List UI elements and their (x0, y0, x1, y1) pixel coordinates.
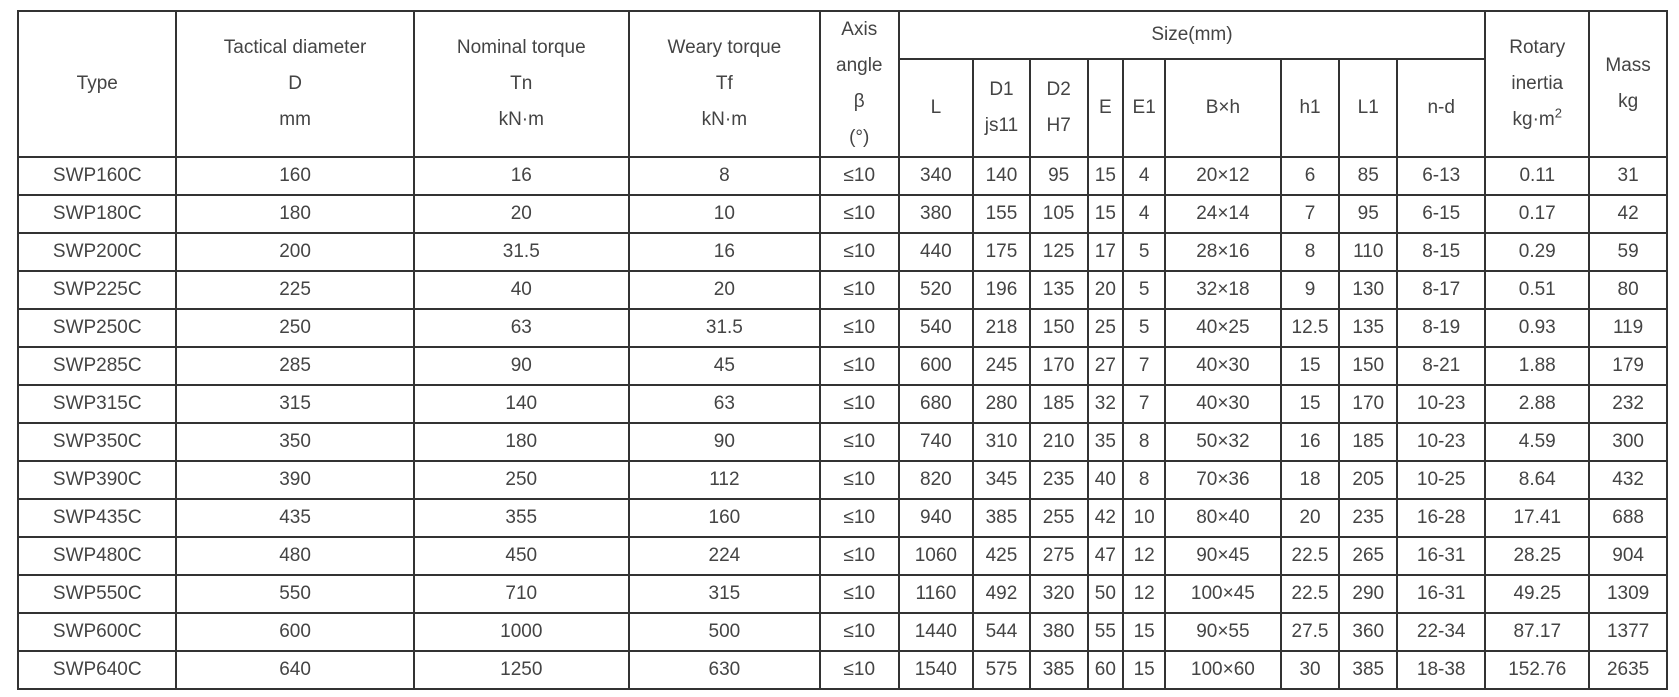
cell-L1: 385 (1339, 651, 1397, 689)
cell-Bxh: 24×14 (1165, 195, 1280, 233)
cell-Bxh: 28×16 (1165, 233, 1280, 271)
cell-Bxh: 100×45 (1165, 575, 1280, 613)
header-weary-line3: kN·m (701, 109, 748, 130)
header-type-label: Type (76, 73, 118, 94)
cell-nd: 6-15 (1397, 195, 1485, 233)
header-L-label: L (930, 97, 942, 118)
header-axis-line1: Axis (841, 19, 878, 40)
header-D1-line2: js11 (984, 115, 1019, 136)
header-D1-line1: D1 (989, 79, 1014, 100)
header-Bxh-label: B×h (1205, 97, 1241, 118)
header-Bxh (1165, 59, 1280, 157)
header-D2-line2: H7 (1046, 115, 1071, 136)
cell-diameter: 390 (176, 461, 413, 499)
cell-L: 1540 (899, 651, 974, 689)
cell-axis-angle: ≤10 (820, 423, 899, 461)
cell-nd: 16-28 (1397, 499, 1485, 537)
cell-mass: 1309 (1589, 575, 1667, 613)
cell-h1: 22.5 (1281, 537, 1340, 575)
cell-diameter: 480 (176, 537, 413, 575)
cell-diameter: 600 (176, 613, 413, 651)
cell-nd: 8-15 (1397, 233, 1485, 271)
cell-weary-torque: 8 (629, 157, 820, 195)
table-row (18, 651, 1667, 689)
cell-L1: 185 (1339, 423, 1397, 461)
header-D2 (1030, 59, 1088, 157)
cell-axis-angle: ≤10 (820, 309, 899, 347)
cell-type: SWP435C (18, 499, 176, 537)
cell-nominal-torque: 90 (414, 347, 629, 385)
cell-Bxh: 90×45 (1165, 537, 1280, 575)
cell-D1: 425 (973, 537, 1030, 575)
cell-L1: 110 (1339, 233, 1397, 271)
table-body (18, 157, 1667, 689)
cell-E1: 15 (1123, 613, 1165, 651)
header-mass (1589, 11, 1667, 157)
cell-E: 32 (1088, 385, 1124, 423)
cell-h1: 16 (1281, 423, 1340, 461)
header-type (18, 11, 176, 157)
cell-nominal-torque: 1250 (414, 651, 629, 689)
cell-E1: 7 (1123, 347, 1165, 385)
cell-D1: 245 (973, 347, 1030, 385)
cell-D2: 170 (1030, 347, 1088, 385)
cell-axis-angle: ≤10 (820, 613, 899, 651)
cell-weary-torque: 31.5 (629, 309, 820, 347)
cell-type: SWP550C (18, 575, 176, 613)
cell-nominal-torque: 1000 (414, 613, 629, 651)
cell-nominal-torque: 20 (414, 195, 629, 233)
cell-D2: 185 (1030, 385, 1088, 423)
cell-nominal-torque: 31.5 (414, 233, 629, 271)
cell-type: SWP160C (18, 157, 176, 195)
cell-nd: 22-34 (1397, 613, 1485, 651)
cell-D2: 235 (1030, 461, 1088, 499)
cell-L: 1440 (899, 613, 974, 651)
cell-type: SWP315C (18, 385, 176, 423)
cell-L: 820 (899, 461, 974, 499)
cell-D2: 385 (1030, 651, 1088, 689)
cell-D2: 275 (1030, 537, 1088, 575)
table-row (18, 537, 1667, 575)
cell-diameter: 315 (176, 385, 413, 423)
cell-rotary-inertia: 0.51 (1485, 271, 1589, 309)
cell-L1: 265 (1339, 537, 1397, 575)
header-rotary-line2: inertia (1511, 73, 1564, 94)
cell-nd: 10-23 (1397, 423, 1485, 461)
header-D2-line1: D2 (1046, 79, 1071, 100)
cell-mass: 31 (1589, 157, 1667, 195)
header-tactical-diameter (176, 11, 413, 157)
cell-D2: 125 (1030, 233, 1088, 271)
cell-rotary-inertia: 8.64 (1485, 461, 1589, 499)
cell-weary-torque: 112 (629, 461, 820, 499)
cell-E1: 4 (1123, 195, 1165, 233)
cell-nd: 8-17 (1397, 271, 1485, 309)
cell-weary-torque: 224 (629, 537, 820, 575)
cell-E1: 7 (1123, 385, 1165, 423)
header-nominal-line1: Nominal torque (456, 37, 586, 58)
cell-D2: 135 (1030, 271, 1088, 309)
cell-type: SWP640C (18, 651, 176, 689)
header-rotary-unit: kg·m (1512, 109, 1555, 130)
header-E-label: E (1099, 97, 1112, 118)
cell-type: SWP225C (18, 271, 176, 309)
cell-E: 27 (1088, 347, 1124, 385)
table-row (18, 461, 1667, 499)
cell-diameter: 550 (176, 575, 413, 613)
header-tactical-line1: Tactical diameter (223, 37, 367, 58)
cell-axis-angle: ≤10 (820, 347, 899, 385)
cell-E1: 8 (1123, 461, 1165, 499)
header-weary-line1: Weary torque (667, 37, 782, 58)
cell-E: 42 (1088, 499, 1124, 537)
spec-table-container (17, 10, 1668, 690)
cell-nominal-torque: 16 (414, 157, 629, 195)
cell-diameter: 250 (176, 309, 413, 347)
cell-diameter: 435 (176, 499, 413, 537)
cell-D1: 492 (973, 575, 1030, 613)
cell-rotary-inertia: 0.29 (1485, 233, 1589, 271)
cell-L1: 170 (1339, 385, 1397, 423)
cell-D1: 196 (973, 271, 1030, 309)
cell-h1: 15 (1281, 347, 1340, 385)
cell-Bxh: 70×36 (1165, 461, 1280, 499)
cell-rotary-inertia: 1.88 (1485, 347, 1589, 385)
cell-rotary-inertia: 0.11 (1485, 157, 1589, 195)
cell-h1: 27.5 (1281, 613, 1340, 651)
table-row (18, 347, 1667, 385)
cell-nd: 6-13 (1397, 157, 1485, 195)
cell-mass: 300 (1589, 423, 1667, 461)
cell-rotary-inertia: 4.59 (1485, 423, 1589, 461)
cell-Bxh: 90×55 (1165, 613, 1280, 651)
cell-Bxh: 20×12 (1165, 157, 1280, 195)
cell-L: 680 (899, 385, 974, 423)
cell-nominal-torque: 250 (414, 461, 629, 499)
cell-rotary-inertia: 0.17 (1485, 195, 1589, 233)
cell-weary-torque: 16 (629, 233, 820, 271)
header-E (1088, 59, 1124, 157)
cell-D2: 95 (1030, 157, 1088, 195)
cell-D2: 150 (1030, 309, 1088, 347)
header-L1 (1339, 59, 1397, 157)
cell-axis-angle: ≤10 (820, 195, 899, 233)
cell-E1: 12 (1123, 575, 1165, 613)
cell-rotary-inertia: 17.41 (1485, 499, 1589, 537)
cell-L1: 85 (1339, 157, 1397, 195)
cell-axis-angle: ≤10 (820, 575, 899, 613)
cell-nominal-torque: 355 (414, 499, 629, 537)
cell-D2: 320 (1030, 575, 1088, 613)
table-row (18, 575, 1667, 613)
cell-rotary-inertia: 152.76 (1485, 651, 1589, 689)
table-row (18, 499, 1667, 537)
cell-axis-angle: ≤10 (820, 461, 899, 499)
cell-E1: 15 (1123, 651, 1165, 689)
cell-nd: 10-25 (1397, 461, 1485, 499)
table-row (18, 613, 1667, 651)
cell-D1: 544 (973, 613, 1030, 651)
cell-nd: 16-31 (1397, 575, 1485, 613)
cell-axis-angle: ≤10 (820, 271, 899, 309)
cell-h1: 12.5 (1281, 309, 1340, 347)
header-size-label: Size(mm) (1151, 24, 1233, 45)
header-nd-label: n-d (1427, 97, 1455, 118)
cell-E: 50 (1088, 575, 1124, 613)
spec-table (17, 10, 1668, 690)
cell-nominal-torque: 450 (414, 537, 629, 575)
cell-E1: 5 (1123, 233, 1165, 271)
header-E1 (1123, 59, 1165, 157)
cell-D1: 385 (973, 499, 1030, 537)
cell-Bxh: 40×25 (1165, 309, 1280, 347)
cell-mass: 688 (1589, 499, 1667, 537)
cell-diameter: 640 (176, 651, 413, 689)
header-weary-torque (629, 11, 820, 157)
cell-D2: 255 (1030, 499, 1088, 537)
cell-h1: 8 (1281, 233, 1340, 271)
cell-L: 540 (899, 309, 974, 347)
cell-axis-angle: ≤10 (820, 385, 899, 423)
cell-h1: 7 (1281, 195, 1340, 233)
cell-E: 35 (1088, 423, 1124, 461)
cell-L: 940 (899, 499, 974, 537)
cell-axis-angle: ≤10 (820, 499, 899, 537)
cell-axis-angle: ≤10 (820, 651, 899, 689)
cell-E: 40 (1088, 461, 1124, 499)
cell-rotary-inertia: 2.88 (1485, 385, 1589, 423)
cell-E1: 10 (1123, 499, 1165, 537)
cell-L1: 360 (1339, 613, 1397, 651)
cell-L: 440 (899, 233, 974, 271)
header-axis-line4: (°) (849, 127, 870, 148)
cell-h1: 22.5 (1281, 575, 1340, 613)
cell-D1: 310 (973, 423, 1030, 461)
header-L (899, 59, 974, 157)
cell-type: SWP390C (18, 461, 176, 499)
cell-type: SWP350C (18, 423, 176, 461)
cell-Bxh: 32×18 (1165, 271, 1280, 309)
cell-L: 1060 (899, 537, 974, 575)
cell-weary-torque: 160 (629, 499, 820, 537)
cell-L1: 150 (1339, 347, 1397, 385)
cell-L: 520 (899, 271, 974, 309)
cell-L1: 130 (1339, 271, 1397, 309)
cell-weary-torque: 315 (629, 575, 820, 613)
header-mass-line2: kg (1618, 91, 1639, 112)
cell-weary-torque: 20 (629, 271, 820, 309)
header-tactical-line2: D (288, 73, 302, 94)
header-h1 (1281, 59, 1340, 157)
cell-E: 15 (1088, 195, 1124, 233)
cell-mass: 2635 (1589, 651, 1667, 689)
cell-rotary-inertia: 28.25 (1485, 537, 1589, 575)
header-weary-line2: Tf (715, 73, 733, 94)
cell-axis-angle: ≤10 (820, 157, 899, 195)
cell-h1: 20 (1281, 499, 1340, 537)
cell-weary-torque: 90 (629, 423, 820, 461)
cell-D1: 575 (973, 651, 1030, 689)
cell-weary-torque: 630 (629, 651, 820, 689)
table-row (18, 271, 1667, 309)
cell-h1: 6 (1281, 157, 1340, 195)
cell-diameter: 285 (176, 347, 413, 385)
cell-nominal-torque: 63 (414, 309, 629, 347)
cell-Bxh: 40×30 (1165, 385, 1280, 423)
header-axis-angle (820, 11, 899, 157)
cell-mass: 59 (1589, 233, 1667, 271)
cell-axis-angle: ≤10 (820, 233, 899, 271)
cell-L1: 95 (1339, 195, 1397, 233)
table-row (18, 385, 1667, 423)
header-D1 (973, 59, 1030, 157)
header-mass-line1: Mass (1605, 55, 1651, 76)
cell-E: 47 (1088, 537, 1124, 575)
cell-nominal-torque: 40 (414, 271, 629, 309)
header-axis-line2: angle (836, 55, 883, 76)
cell-mass: 42 (1589, 195, 1667, 233)
cell-L: 600 (899, 347, 974, 385)
cell-Bxh: 80×40 (1165, 499, 1280, 537)
cell-h1: 9 (1281, 271, 1340, 309)
table-row (18, 423, 1667, 461)
cell-L1: 135 (1339, 309, 1397, 347)
cell-type: SWP250C (18, 309, 176, 347)
cell-nominal-torque: 710 (414, 575, 629, 613)
header-size-group (899, 11, 1486, 59)
cell-mass: 904 (1589, 537, 1667, 575)
cell-E: 20 (1088, 271, 1124, 309)
cell-D1: 155 (973, 195, 1030, 233)
cell-mass: 179 (1589, 347, 1667, 385)
cell-weary-torque: 63 (629, 385, 820, 423)
header-rotary-line1: Rotary (1509, 37, 1566, 58)
cell-D1: 175 (973, 233, 1030, 271)
table-row (18, 309, 1667, 347)
header-E1-label: E1 (1132, 97, 1156, 118)
header-nominal-torque (414, 11, 629, 157)
cell-mass: 232 (1589, 385, 1667, 423)
cell-type: SWP285C (18, 347, 176, 385)
cell-D2: 105 (1030, 195, 1088, 233)
table-row (18, 233, 1667, 271)
cell-mass: 80 (1589, 271, 1667, 309)
cell-type: SWP480C (18, 537, 176, 575)
cell-nd: 18-38 (1397, 651, 1485, 689)
cell-weary-torque: 500 (629, 613, 820, 651)
cell-type: SWP600C (18, 613, 176, 651)
cell-h1: 30 (1281, 651, 1340, 689)
header-L1-label: L1 (1357, 97, 1379, 118)
cell-nominal-torque: 140 (414, 385, 629, 423)
cell-diameter: 160 (176, 157, 413, 195)
cell-diameter: 225 (176, 271, 413, 309)
cell-L1: 290 (1339, 575, 1397, 613)
cell-nd: 8-21 (1397, 347, 1485, 385)
cell-E1: 4 (1123, 157, 1165, 195)
header-rotary-inertia (1485, 11, 1589, 157)
cell-nd: 8-19 (1397, 309, 1485, 347)
header-nominal-line2: Tn (510, 73, 533, 94)
cell-L: 380 (899, 195, 974, 233)
header-h1-label: h1 (1299, 97, 1321, 118)
cell-E: 60 (1088, 651, 1124, 689)
cell-mass: 432 (1589, 461, 1667, 499)
header-nominal-line3: kN·m (498, 109, 544, 130)
table-row (18, 195, 1667, 233)
cell-nd: 16-31 (1397, 537, 1485, 575)
cell-axis-angle: ≤10 (820, 537, 899, 575)
cell-weary-torque: 10 (629, 195, 820, 233)
header-rotary-exponent: 2 (1554, 105, 1562, 121)
cell-E: 25 (1088, 309, 1124, 347)
cell-E: 55 (1088, 613, 1124, 651)
table-row (18, 157, 1667, 195)
cell-L: 340 (899, 157, 974, 195)
cell-D1: 345 (973, 461, 1030, 499)
cell-L1: 205 (1339, 461, 1397, 499)
cell-diameter: 180 (176, 195, 413, 233)
header-tactical-line3: mm (279, 109, 311, 130)
cell-L1: 235 (1339, 499, 1397, 537)
cell-rotary-inertia: 49.25 (1485, 575, 1589, 613)
cell-L: 740 (899, 423, 974, 461)
cell-rotary-inertia: 87.17 (1485, 613, 1589, 651)
cell-D1: 140 (973, 157, 1030, 195)
cell-rotary-inertia: 0.93 (1485, 309, 1589, 347)
cell-D2: 210 (1030, 423, 1088, 461)
cell-D1: 218 (973, 309, 1030, 347)
header-axis-line3: β (853, 91, 865, 112)
header-rotary-line3 (1486, 102, 1588, 138)
cell-mass: 119 (1589, 309, 1667, 347)
cell-E1: 5 (1123, 309, 1165, 347)
cell-diameter: 350 (176, 423, 413, 461)
cell-D1: 280 (973, 385, 1030, 423)
cell-diameter: 200 (176, 233, 413, 271)
cell-Bxh: 50×32 (1165, 423, 1280, 461)
cell-h1: 15 (1281, 385, 1340, 423)
cell-nominal-torque: 180 (414, 423, 629, 461)
cell-E: 15 (1088, 157, 1124, 195)
cell-h1: 18 (1281, 461, 1340, 499)
cell-Bxh: 100×60 (1165, 651, 1280, 689)
cell-weary-torque: 45 (629, 347, 820, 385)
cell-Bxh: 40×30 (1165, 347, 1280, 385)
cell-E1: 8 (1123, 423, 1165, 461)
cell-E: 17 (1088, 233, 1124, 271)
cell-E1: 12 (1123, 537, 1165, 575)
cell-D2: 380 (1030, 613, 1088, 651)
cell-type: SWP200C (18, 233, 176, 271)
cell-E1: 5 (1123, 271, 1165, 309)
cell-L: 1160 (899, 575, 974, 613)
header-nd (1397, 59, 1485, 157)
cell-type: SWP180C (18, 195, 176, 233)
cell-mass: 1377 (1589, 613, 1667, 651)
cell-nd: 10-23 (1397, 385, 1485, 423)
